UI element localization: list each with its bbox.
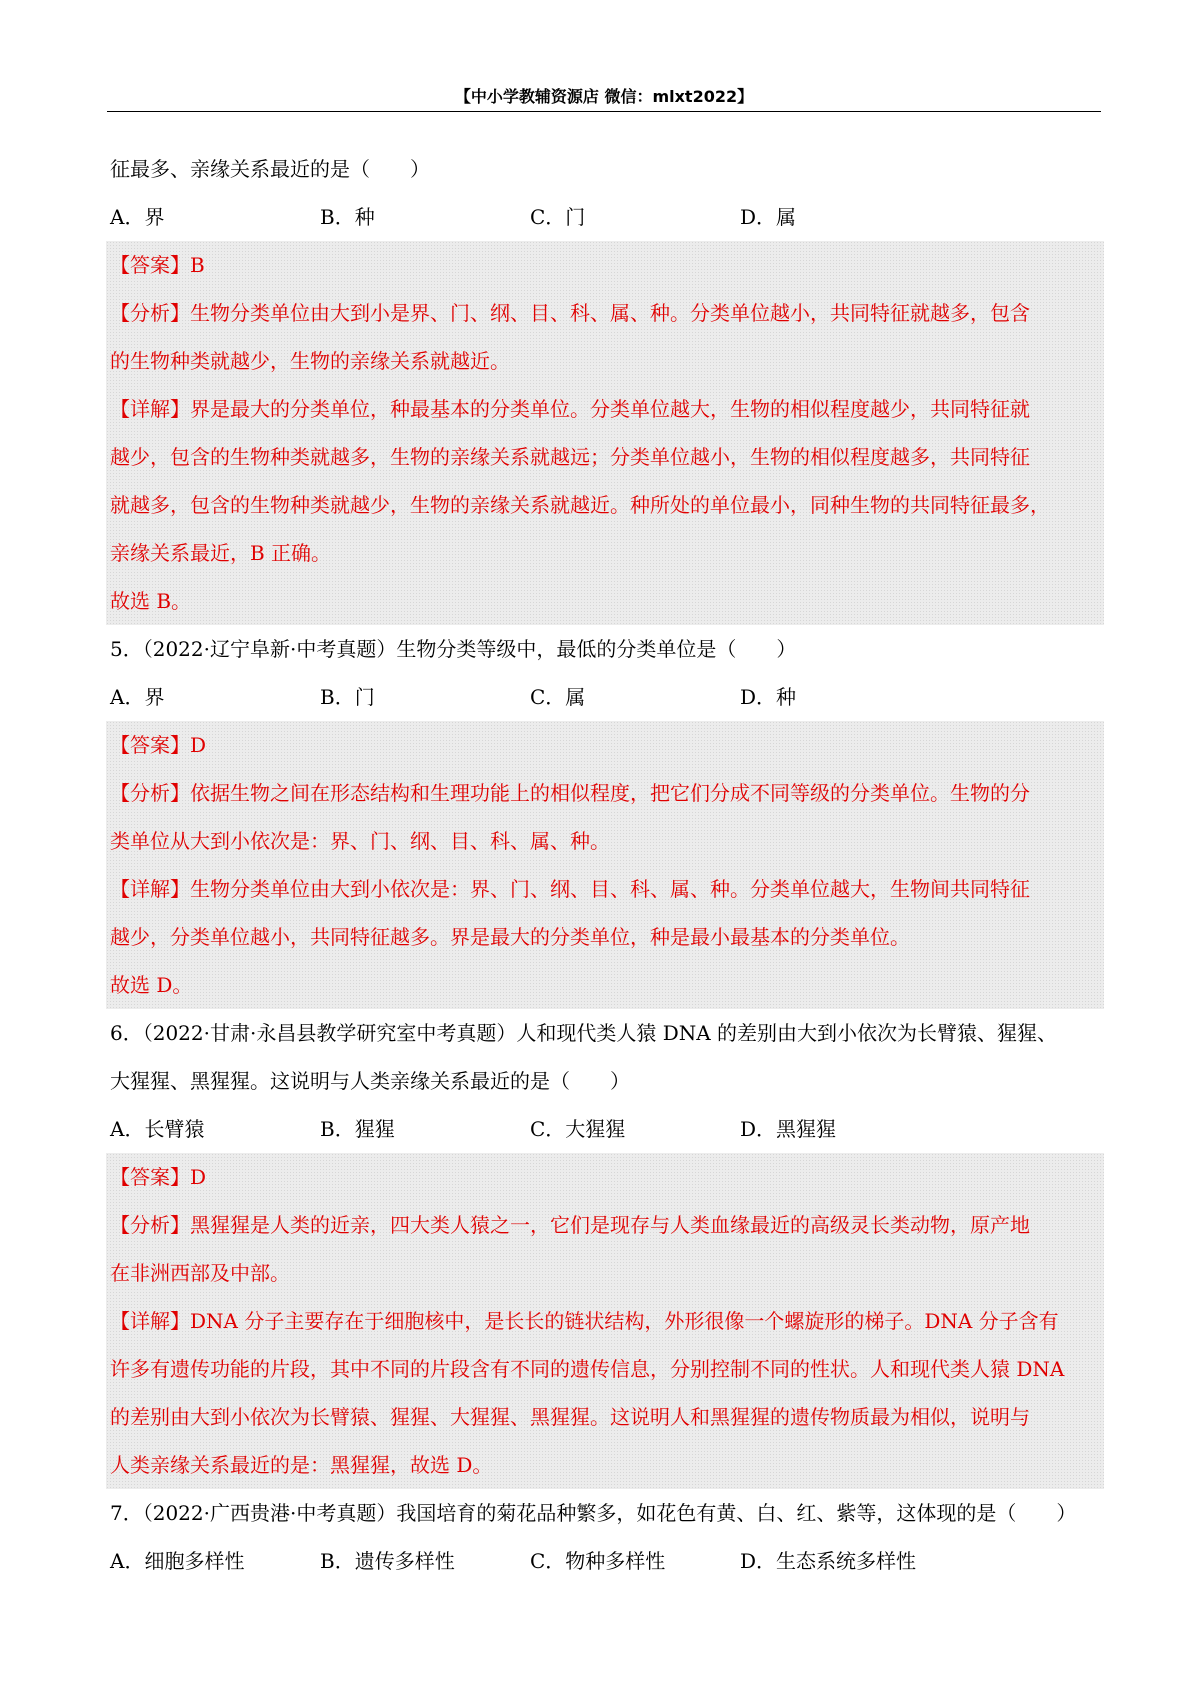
detail-line: 【详解】生物分类单位由大到小依次是：界、门、纲、目、科、属、种。分类单位越大，生物间共同特征 <box>110 877 1030 901</box>
detail-line: 【详解】界是最大的分类单位，种最基本的分类单位。分类单位越大，生物的相似程度越少，共同特征就 <box>110 397 1030 421</box>
conclusion-line: 故选 B。 <box>110 589 192 613</box>
detail-line: 亲缘关系最近，B 正确。 <box>110 541 332 565</box>
detail-line: 越少，包含的生物种类就越多，生物的亲缘关系就越远；分类单位越小，生物的相似程度越多，共同特征 <box>110 445 1030 469</box>
analysis-line: 在非洲西部及中部。 <box>110 1261 290 1285</box>
option-b: B．门 <box>320 685 375 709</box>
option-c: C．门 <box>530 205 586 229</box>
option-c: C．属 <box>530 685 586 709</box>
answer-line: 【答案】D <box>110 1165 207 1189</box>
detail-line: 人类亲缘关系最近的是：黑猩猩，故选 D。 <box>110 1453 493 1477</box>
option-a: A．界 <box>110 685 165 709</box>
question-stem: 6．（2022·甘肃·永昌县教学研究室中考真题）人和现代类人猿 DNA 的差别由大到小依次为长臂猿、猩猩、 <box>110 1021 1058 1045</box>
question-stem: 5．（2022·辽宁阜新·中考真题）生物分类等级中，最低的分类单位是（ ） <box>110 637 797 661</box>
question-stem: 7．（2022·广西贵港·中考真题）我国培育的菊花品种繁多，如花色有黄、白、红、紫等，这体现的是（ ） <box>110 1501 1077 1525</box>
question-options <box>110 1105 1100 1153</box>
option-b: B．遗传多样性 <box>320 1549 455 1573</box>
analysis-line: 【分析】依据生物之间在形态结构和生理功能上的相似程度，把它们分成不同等级的分类单位。生物的分 <box>110 781 1030 805</box>
page-content <box>110 145 1100 1585</box>
answer-block <box>106 1153 1104 1489</box>
option-d: D．生态系统多样性 <box>740 1549 917 1573</box>
question-options <box>110 673 1100 721</box>
option-d: D．属 <box>740 205 797 229</box>
detail-line: 越少，分类单位越小，共同特征越多。界是最大的分类单位，种是最小最基本的分类单位。 <box>110 925 910 949</box>
answer-block <box>106 241 1104 625</box>
page-header: 【中小学教辅资源店 微信：mlxt2022】 <box>454 87 754 106</box>
analysis-line: 【分析】生物分类单位由大到小是界、门、纲、目、科、属、种。分类单位越小，共同特征就越多，包含 <box>110 301 1030 325</box>
option-a: A．长臂猿 <box>110 1117 205 1141</box>
question-options <box>110 193 1100 241</box>
question-stem: 征最多、亲缘关系最近的是（ ） <box>110 157 430 181</box>
question-stem: 大猩猩、黑猩猩。这说明与人类亲缘关系最近的是（ ） <box>110 1069 630 1093</box>
detail-line: 就越多，包含的生物种类就越少，生物的亲缘关系就越近。种所处的单位最小，同种生物的共同特征最多， <box>110 493 1050 517</box>
answer-block <box>106 721 1104 1009</box>
option-c: C．物种多样性 <box>530 1549 666 1573</box>
answer-line: 【答案】D <box>110 733 207 757</box>
option-d: D．种 <box>740 685 797 709</box>
analysis-line: 的生物种类就越少，生物的亲缘关系就越近。 <box>110 349 510 373</box>
option-b: B．猩猩 <box>320 1117 395 1141</box>
detail-line: 的差别由大到小依次为长臂猿、猩猩、大猩猩、黑猩猩。这说明人和黑猩猩的遗传物质最为相似，说明与 <box>110 1405 1030 1429</box>
question-options <box>110 1537 1100 1585</box>
option-b: B．种 <box>320 205 375 229</box>
detail-line: 许多有遗传功能的片段，其中不同的片段含有不同的遗传信息，分别控制不同的性状。人和现代类人猿 DNA <box>110 1357 1065 1381</box>
analysis-line: 类单位从大到小依次是：界、门、纲、目、科、属、种。 <box>110 829 610 853</box>
header-divider <box>107 111 1101 112</box>
answer-line: 【答案】B <box>110 253 205 277</box>
option-a: A．细胞多样性 <box>110 1549 245 1573</box>
option-a: A．界 <box>110 205 165 229</box>
analysis-line: 【分析】黑猩猩是人类的近亲，四大类人猿之一，它们是现存与人类血缘最近的高级灵长类动物，原产地 <box>110 1213 1030 1237</box>
detail-line: 【详解】DNA 分子主要存在于细胞核中，是长长的链状结构，外形很像一个螺旋形的梯子。DNA 分子含有 <box>110 1309 1059 1333</box>
option-c: C．大猩猩 <box>530 1117 626 1141</box>
option-d: D．黑猩猩 <box>740 1117 837 1141</box>
conclusion-line: 故选 D。 <box>110 973 193 997</box>
